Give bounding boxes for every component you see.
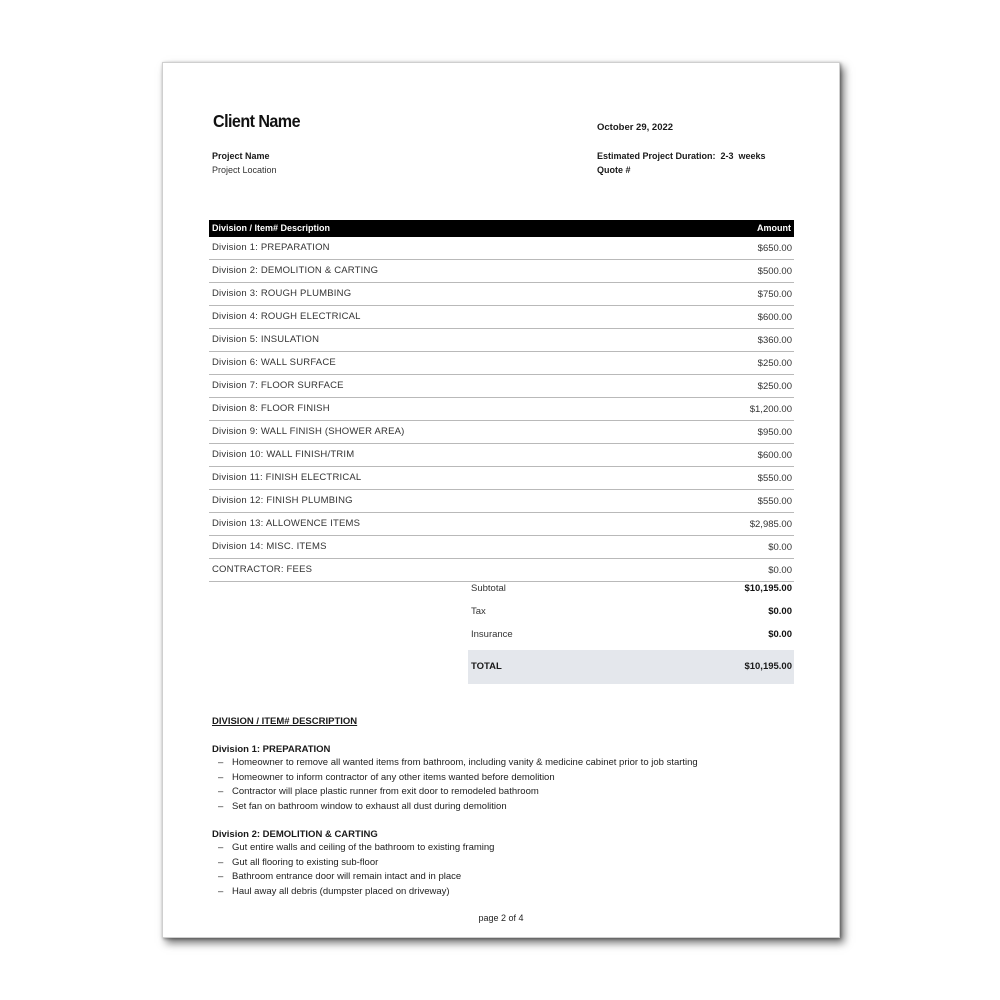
dash-bullet: – <box>218 800 224 812</box>
row-amount: $250.00 <box>757 358 792 369</box>
list-item-text: Contractor will place plastic runner from exit door to remodeled bathroom <box>232 786 539 797</box>
row-amount: $250.00 <box>757 381 792 392</box>
dash-bullet: – <box>218 871 224 882</box>
row-amount: $0.00 <box>768 542 792 553</box>
project-duration: Estimated Project Duration: 2-3 weeks <box>597 151 766 161</box>
tax-label: Tax <box>471 606 486 617</box>
table-row <box>209 237 794 260</box>
list-item-text: Gut entire walls and ceiling of the bathroom to existing framing <box>232 842 495 853</box>
row-amount: $650.00 <box>757 243 792 254</box>
client-name: Client Name <box>213 111 300 131</box>
table-row <box>209 398 794 421</box>
dash-bullet: – <box>218 885 224 897</box>
row-amount: $0.00 <box>768 565 792 576</box>
list-item-text: Bathroom entrance door will remain intact and in place <box>232 871 462 882</box>
table-header <box>209 220 794 237</box>
row-amount: $600.00 <box>757 312 792 323</box>
table-row <box>209 421 794 444</box>
table-body <box>209 237 794 582</box>
estimate-date: October 29, 2022 <box>597 122 674 133</box>
total-value: $10,195.00 <box>744 661 792 672</box>
insurance-row <box>468 625 794 648</box>
project-name: Project Name <box>212 151 270 161</box>
table-row <box>209 513 794 536</box>
list-item-text: Homeowner to inform contractor of any other items wanted before demolition <box>232 771 555 783</box>
total-row <box>468 650 794 684</box>
row-amount: $1,200.00 <box>749 404 792 415</box>
division-title: Division 2: DEMOLITION & CARTING <box>212 829 378 840</box>
row-description: Division 5: INSULATION <box>212 334 320 345</box>
row-description: CONTRACTOR: FEES <box>212 564 313 575</box>
row-description: Division 6: WALL SURFACE <box>212 357 336 368</box>
row-description: Division 12: FINISH PLUMBING <box>212 495 353 506</box>
list-item-text: Homeowner to remove all wanted items from bathroom, including vanity & medicine cabinet prior to job starting <box>232 757 698 768</box>
list-item <box>212 885 494 900</box>
total-label: TOTAL <box>471 661 502 672</box>
dash-bullet: – <box>218 757 224 768</box>
list-item <box>212 856 494 871</box>
description-heading: DIVISION / ITEM# DESCRIPTION <box>212 716 358 727</box>
row-amount: $950.00 <box>757 427 792 438</box>
row-amount: $550.00 <box>757 473 792 484</box>
table-row <box>209 283 794 306</box>
row-description: Division 4: ROUGH ELECTRICAL <box>212 311 361 322</box>
row-description: Division 3: ROUGH PLUMBING <box>212 288 352 299</box>
list-item <box>212 771 698 786</box>
row-description: Division 9: WALL FINISH (SHOWER AREA) <box>212 426 405 437</box>
table-row <box>209 329 794 352</box>
tax-row <box>468 602 794 625</box>
row-description: Division 11: FINISH ELECTRICAL <box>212 472 362 483</box>
subtotal-value: $10,195.00 <box>744 583 792 594</box>
table-row <box>209 490 794 513</box>
list-item <box>212 870 494 885</box>
quote-number: Quote # <box>597 165 631 175</box>
subtotal-row <box>468 579 794 602</box>
row-description: Division 1: PREPARATION <box>212 242 330 253</box>
dash-bullet: – <box>218 842 224 853</box>
list-item <box>212 800 698 815</box>
tax-value: $0.00 <box>768 606 792 617</box>
row-amount: $2,985.00 <box>749 519 792 530</box>
table-row <box>209 352 794 375</box>
dash-bullet: – <box>218 771 224 783</box>
subtotal-label: Subtotal <box>471 583 506 594</box>
division-description-2 <box>212 829 494 899</box>
table-row <box>209 444 794 467</box>
row-description: Division 10: WALL FINISH/TRIM <box>212 449 355 460</box>
list-item-text: Set fan on bathroom window to exhaust all dust during demolition <box>232 800 507 812</box>
document-page <box>162 62 840 938</box>
row-amount: $500.00 <box>757 266 792 277</box>
row-description: Division 8: FLOOR FINISH <box>212 403 330 414</box>
list-item <box>212 756 698 771</box>
list-item-text: Gut all flooring to existing sub-floor <box>232 856 379 868</box>
list-item-text: Haul away all debris (dumpster placed on driveway) <box>232 885 450 897</box>
row-amount: $750.00 <box>757 289 792 300</box>
totals-summary <box>468 579 794 684</box>
page-number: page 2 of 4 <box>478 913 524 923</box>
insurance-label: Insurance <box>471 629 513 640</box>
estimate-table <box>209 220 794 582</box>
row-amount: $550.00 <box>757 496 792 507</box>
row-description: Division 14: MISC. ITEMS <box>212 541 327 552</box>
table-row <box>209 467 794 490</box>
dash-bullet: – <box>218 856 224 868</box>
dash-bullet: – <box>218 786 224 797</box>
insurance-value: $0.00 <box>768 629 792 640</box>
row-amount: $360.00 <box>757 335 792 346</box>
table-row <box>209 306 794 329</box>
division-title: Division 1: PREPARATION <box>212 744 331 755</box>
table-row <box>209 536 794 559</box>
column-header-amount: Amount <box>757 223 791 233</box>
row-description: Division 7: FLOOR SURFACE <box>212 380 344 391</box>
row-amount: $600.00 <box>757 450 792 461</box>
list-item <box>212 785 698 800</box>
list-item <box>212 841 494 856</box>
row-description: Division 2: DEMOLITION & CARTING <box>212 265 379 276</box>
row-description: Division 13: ALLOWENCE ITEMS <box>212 518 361 529</box>
table-row <box>209 375 794 398</box>
table-row <box>209 260 794 283</box>
column-header-description: Division / Item# Description <box>212 223 331 233</box>
project-location: Project Location <box>212 165 277 175</box>
division-description-1 <box>212 744 698 814</box>
